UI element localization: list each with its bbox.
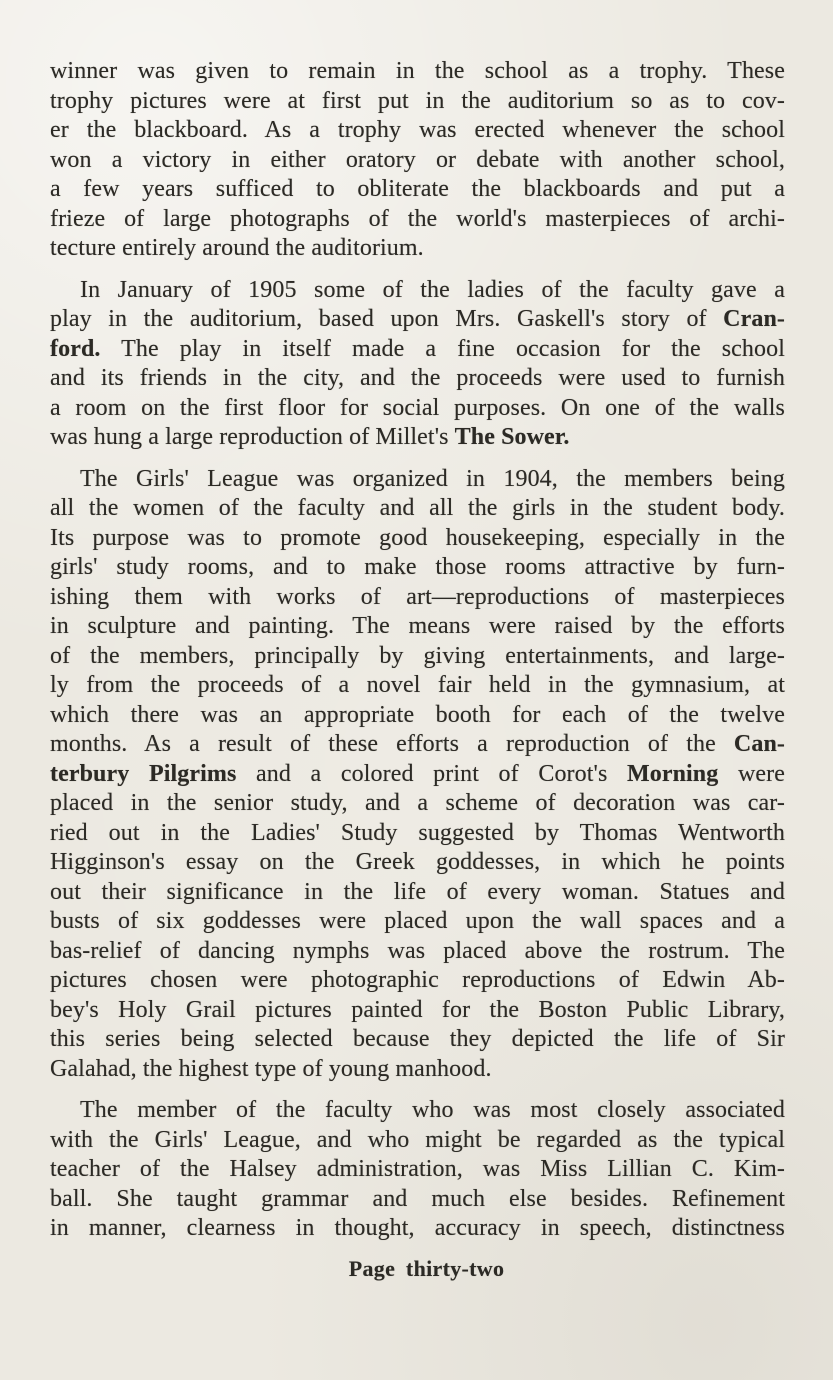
text-line <box>50 364 785 394</box>
text-line <box>50 789 785 819</box>
text-run: bey's Holy Grail pictures painted for the Boston Public Library, <box>50 996 785 1023</box>
paragraph <box>50 465 785 1085</box>
text-run: ried out in the Ladies' Study suggested by Thomas Wentworth <box>50 819 785 846</box>
bold-title-text: The Sower. <box>454 424 570 450</box>
text-run: ball. She taught grammar and much else besides. Refinement <box>50 1185 785 1212</box>
text-run: trophy pictures were at first put in the auditorium so as to cov- <box>50 87 785 114</box>
text-line <box>50 642 785 672</box>
text-run: The play in itself made a fine occasion for the school <box>100 335 785 362</box>
bold-title-text: ford. <box>50 335 101 362</box>
text-run: ly from the proceeds of a novel fair held in the gymnasium, at <box>50 672 785 698</box>
text-line <box>50 1155 785 1185</box>
text-line <box>50 1126 785 1156</box>
text-line <box>50 671 785 701</box>
text-run: placed in the senior study, and a scheme of decoration was car- <box>50 790 785 816</box>
text-run: bas-relief of dancing nymphs was placed above the rostrum. The <box>50 937 785 964</box>
text-line <box>50 175 785 205</box>
text-run: play in the auditorium, based upon Mrs. Gaskell's story of <box>50 306 724 332</box>
text-line <box>50 276 785 306</box>
paragraph <box>50 1096 785 1244</box>
text-line <box>50 907 785 937</box>
text-run: was hung a large reproduction of Millet's <box>50 424 455 450</box>
text-run: The member of the faculty who was most closely associated <box>80 1097 785 1123</box>
text-line <box>50 1185 785 1215</box>
text-line <box>50 1214 785 1244</box>
text-run: months. As a result of these efforts a reproduction of the <box>50 731 734 757</box>
text-run: out their significance in the life of every woman. Statues and <box>50 878 785 905</box>
text-line <box>50 465 785 495</box>
text-line <box>50 335 785 365</box>
text-line <box>50 87 785 117</box>
text-run: in sculpture and painting. The means were raised by the efforts <box>50 613 785 639</box>
text-run: Higginson's essay on the Greek goddesses, in which he points <box>50 849 785 875</box>
text-line <box>50 524 785 554</box>
text-run: of the members, principally by giving entertainments, and large- <box>50 642 785 669</box>
text-line <box>50 553 785 583</box>
text-run: er the blackboard. As a trophy was erected whenever the school <box>50 117 785 143</box>
text-line <box>50 996 785 1026</box>
text-run: teacher of the Halsey administration, was Miss Lillian C. Kim- <box>50 1156 785 1182</box>
text-run: girls' study rooms, and to make those rooms attractive by furn- <box>50 554 785 580</box>
text-run: which there was an appropriate booth for each of the twelve <box>50 701 785 728</box>
text-line <box>50 116 785 146</box>
text-line <box>50 57 785 87</box>
text-line <box>50 423 785 453</box>
bold-title-text: terbury Pilgrims <box>50 760 237 787</box>
text-run: in manner, clearness in thought, accuracy in speech, distinctness <box>50 1215 785 1241</box>
text-run: a few years sufficed to obliterate the blackboards and put a <box>50 176 785 202</box>
text-line <box>50 146 785 176</box>
text-line <box>50 583 785 613</box>
text-run: tecture entirely around the auditorium. <box>50 235 424 261</box>
text-run: and a colored print of Corot's <box>236 760 627 787</box>
text-line <box>50 701 785 731</box>
text-run: won a victory in either oratory or debate with another school, <box>50 146 785 173</box>
text-run: and its friends in the city, and the proceeds were used to furnish <box>50 365 785 391</box>
page-body-text <box>50 57 785 1244</box>
text-line <box>50 305 785 335</box>
text-run: were <box>718 760 785 787</box>
text-line <box>50 494 785 524</box>
text-run: The Girls' League was organized in 1904, the members being <box>80 465 785 492</box>
text-line <box>50 848 785 878</box>
text-line <box>50 394 785 424</box>
text-run: busts of six goddesses were placed upon the wall spaces and a <box>50 908 785 934</box>
text-run: ishing them with works of art—reproductions of masterpieces <box>50 583 785 610</box>
text-run: with the Girls' League, and who might be regarded as the typical <box>50 1126 785 1153</box>
text-run: all the women of the faculty and all the girls in the student body. <box>50 495 785 521</box>
text-run: this series being selected because they depicted the life of Sir <box>50 1026 785 1052</box>
text-run: In January of 1905 some of the ladies of the faculty gave a <box>80 276 785 303</box>
text-line <box>50 878 785 908</box>
paragraph <box>50 57 785 264</box>
text-run: Its purpose was to promote good housekeeping, especially in the <box>50 524 785 551</box>
bold-title-text: Can- <box>733 731 785 757</box>
bold-title-text: Morning <box>626 760 719 787</box>
bold-title-text: Cran- <box>723 306 785 332</box>
text-line <box>50 937 785 967</box>
text-line <box>50 612 785 642</box>
text-line <box>50 1096 785 1126</box>
text-run: a room on the first floor for social purposes. On one of the walls <box>50 394 785 421</box>
text-run: frieze of large photographs of the world's masterpieces of archi- <box>50 205 785 232</box>
text-line <box>50 966 785 996</box>
text-line <box>50 1025 785 1055</box>
paragraph <box>50 276 785 453</box>
text-line <box>50 205 785 235</box>
text-line <box>50 819 785 849</box>
text-line <box>50 730 785 760</box>
text-run: pictures chosen were photographic reproductions of Edwin Ab- <box>50 967 785 993</box>
text-line <box>50 1055 785 1085</box>
page-number-footer: Page thirty-two <box>348 1256 505 1281</box>
text-run: winner was given to remain in the school as a trophy. These <box>50 58 785 84</box>
text-line <box>50 234 785 264</box>
text-run: Galahad, the highest type of young manhood. <box>50 1055 492 1082</box>
text-line <box>50 760 785 790</box>
